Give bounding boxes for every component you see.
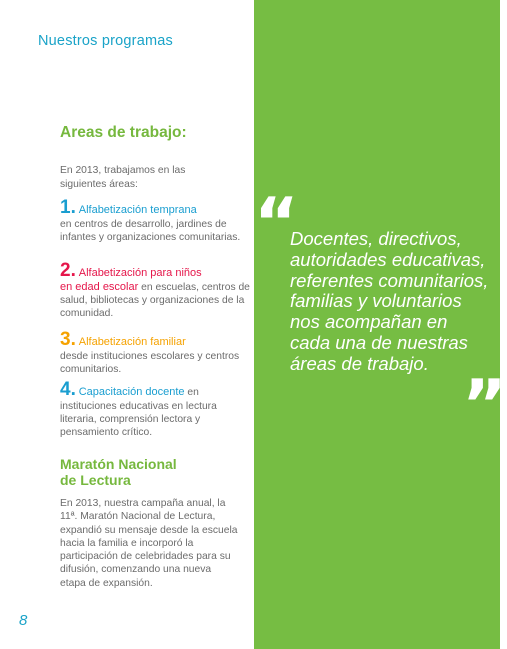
maraton-body: En 2013, nuestra campaña anual, la 11ª. Maratón Nacional de Lectura, expandió su mensaje desde la escuela hacia la familia e incorporó la participación de celebridades para su difusión, comenzando una nueva etapa de expansión. — [60, 498, 238, 589]
pull-quote: Docentes, directivos, autoridades educativas, referentes comunitarios, familias y voluntarios nos acompañan en cada una de nuestras áreas de trabajo. — [290, 228, 489, 374]
area-title: Capacitación docente — [78, 386, 185, 398]
area-description: en instituciones educativas en lectura literaria, comprensión lectora y pensamiento crítico. — [60, 387, 217, 438]
area-number: 4. — [60, 379, 76, 400]
close-quote-icon: ” — [462, 366, 507, 445]
area-number: 1. — [60, 197, 76, 218]
section-header: Nuestros programas — [38, 33, 173, 49]
area-number: 2. — [60, 260, 76, 281]
area-item-2 — [60, 261, 250, 320]
area-title: Alfabetización para niños — [78, 267, 202, 279]
area-title: Alfabetización temprana — [78, 204, 197, 216]
page-number: 8 — [19, 612, 28, 629]
area-title-continued: en edad escolar — [60, 281, 139, 293]
area-description: en escuelas, centros de salud, bibliotecas y organizaciones de la comunidad. — [60, 282, 250, 319]
area-item-3 — [60, 330, 250, 376]
maraton-title-line2: de Lectura — [60, 472, 131, 488]
maraton-title — [60, 456, 240, 488]
area-item-4 — [60, 380, 250, 439]
area-description: desde instituciones escolares y centros comunitarios. — [60, 351, 240, 375]
open-quote-icon: “ — [254, 184, 299, 263]
area-description: en centros de desarrollo, jardines de infantes y organizaciones comunitarias. — [60, 219, 241, 243]
areas-title: Areas de trabajo: — [60, 124, 187, 141]
area-number: 3. — [60, 329, 76, 350]
maraton-title-line1: Maratón Nacional — [60, 456, 177, 472]
area-title: Alfabetización familiar — [78, 336, 186, 348]
area-item-1 — [60, 198, 250, 244]
areas-intro: En 2013, trabajamos en las siguientes áreas: — [60, 165, 186, 190]
